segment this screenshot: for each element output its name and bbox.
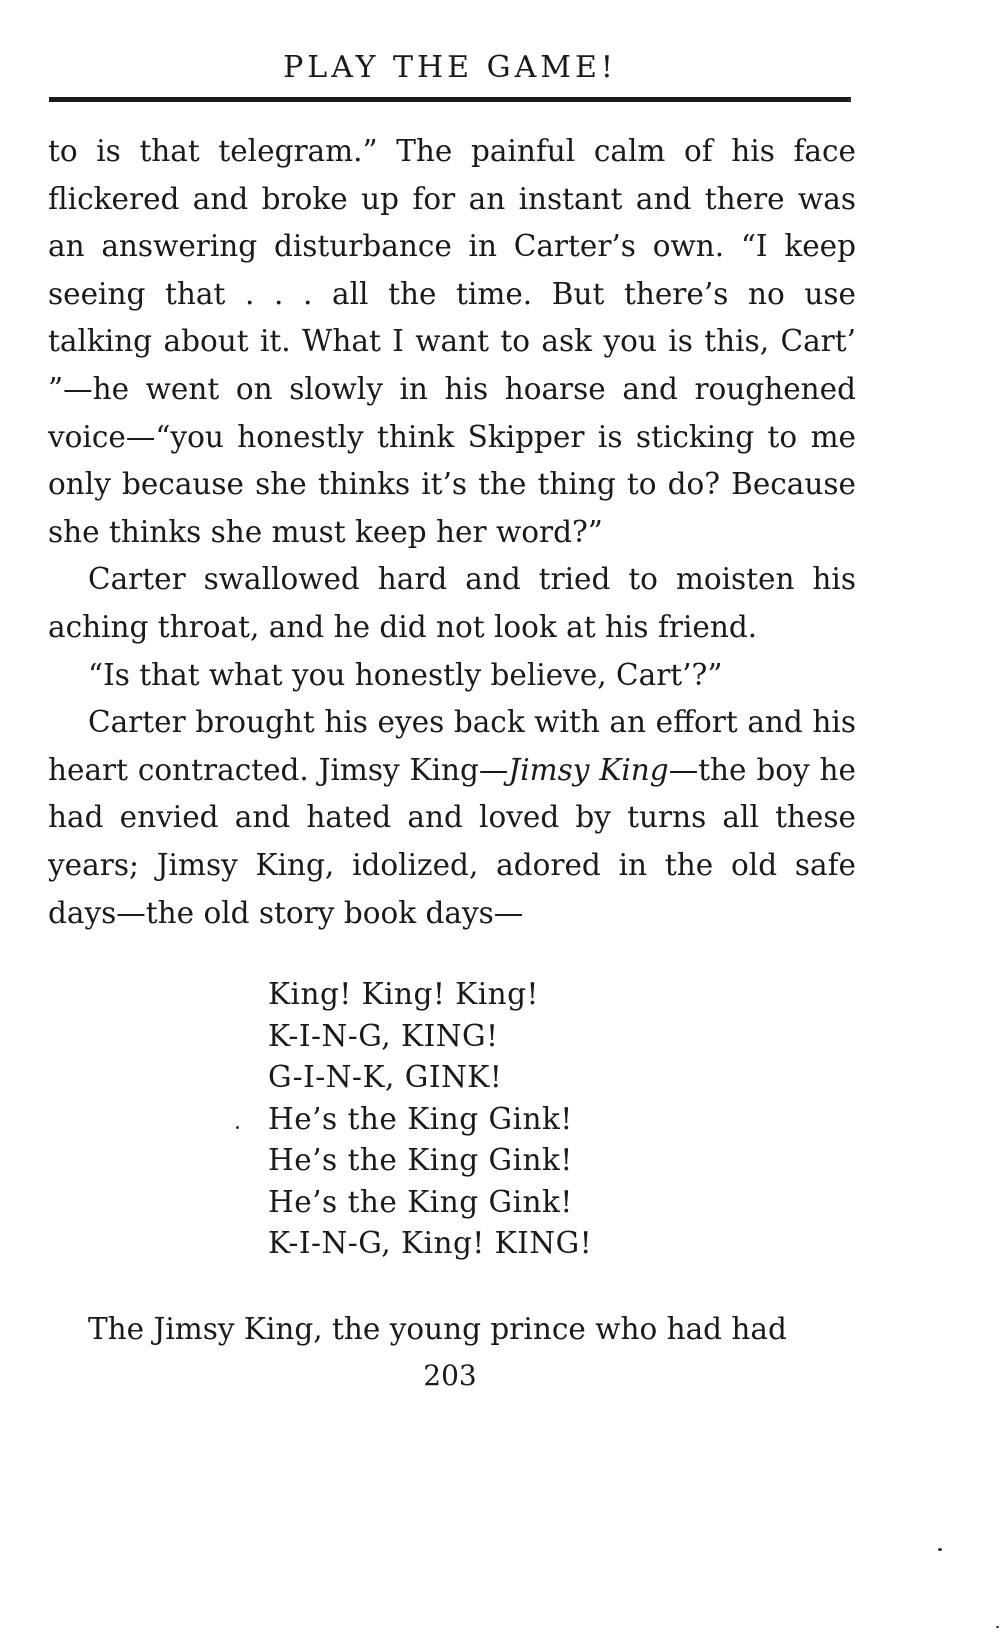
running-title: PLAY THE GAME! bbox=[283, 50, 617, 85]
paragraph-1: to is that telegram.” The painful calm of his face flickered and broke up for an instant and there was an answering disturbance in Carter’s own. “I keep seeing that . . . all the time. But there’s no use talking about it. What I want to ask you is this, Cart’ ”—he went on slowly in his hoarse and roughened voice—“you honestly think Skipper is sticking to me only because she thinks it’s the thing to do? Because she thinks she must keep her word?” bbox=[48, 134, 856, 549]
paragraph-4-end: —the boy he had envied and hated and loved by turns all these years; Jimsy King, idolized, adored in the old safe days—the old story book days— bbox=[48, 752, 856, 930]
print-speck bbox=[236, 1126, 239, 1129]
verse-line: G-I-N-K, GINK! bbox=[268, 1060, 503, 1094]
verse-line: King! King! King! bbox=[268, 977, 539, 1011]
page-number: 203 bbox=[423, 1359, 477, 1392]
print-speck bbox=[848, 98, 851, 101]
verse-line: K-I-N-G, King! KING! bbox=[268, 1226, 593, 1260]
body-text bbox=[48, 128, 856, 937]
emphasis-jimsy-king: Jimsy King bbox=[508, 752, 669, 787]
paragraph-2: Carter swallowed hard and tried to moisten his aching throat, and he did not look at his friend. bbox=[48, 562, 856, 644]
verse-block bbox=[268, 974, 592, 1265]
header-rule bbox=[49, 97, 851, 102]
verse-line: He’s the King Gink! bbox=[268, 1101, 573, 1136]
verse-line: K-I-N-G, KING! bbox=[268, 1018, 499, 1053]
closing-line: The Jimsy King, the young prince who had had bbox=[88, 1312, 787, 1346]
verse-line: He’s the King Gink! bbox=[268, 1184, 573, 1219]
print-speck bbox=[938, 1548, 942, 1551]
paragraph-4-start: Carter brought his eyes back with an effort and his heart contracted. Jimsy King— bbox=[48, 705, 856, 787]
paragraph-3: “Is that what you honestly believe, Cart’?” bbox=[88, 657, 723, 692]
paragraph-4 bbox=[48, 699, 856, 937]
print-speck bbox=[996, 1626, 999, 1628]
verse-line: He’s the King Gink! bbox=[268, 1143, 573, 1177]
